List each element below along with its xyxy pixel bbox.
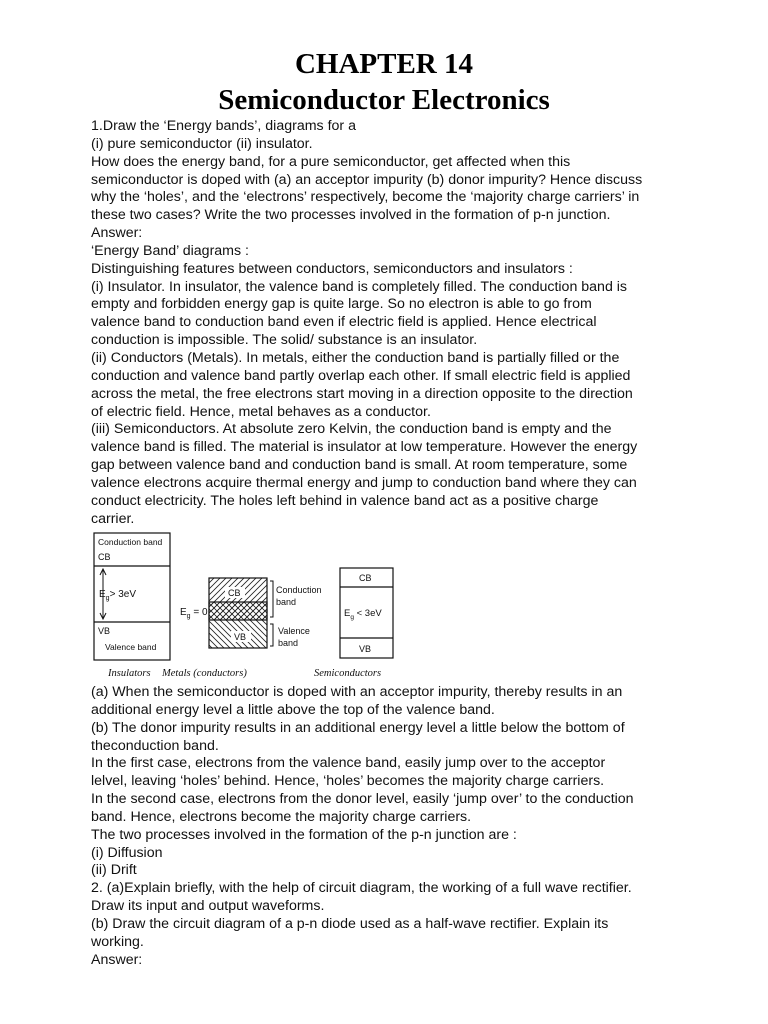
metal-gap-value: = 0 bbox=[190, 607, 208, 618]
text-line: In the second case, electrons from the donor level, easily ‘jump over’ to the conduction bbox=[91, 791, 634, 808]
semiconductor-gap-subscript: g bbox=[350, 614, 354, 621]
metal-vb-label: VB bbox=[234, 632, 247, 642]
semiconductor-cb-label: CB bbox=[359, 573, 372, 583]
insulator-diagram bbox=[94, 533, 170, 679]
text-line: valence electrons acquire thermal energy and jump to conduction band where they can bbox=[91, 474, 637, 491]
text-line: conduct electricity. The holes left behind in valence band act as a positive charge bbox=[91, 492, 599, 509]
text-line: (i) Diffusion bbox=[91, 844, 163, 861]
text-line: of electric field. Hence, metal behaves as a conductor. bbox=[91, 403, 431, 420]
text-line: Distinguishing features between conductors, semiconductors and insulators : bbox=[91, 260, 573, 277]
text-line: gap between valence band and conduction band is small. At room temperature, some bbox=[91, 457, 628, 474]
insulator-gap-value: > 3eV bbox=[109, 589, 136, 600]
energy-band-diagrams bbox=[88, 530, 408, 682]
insulator-gap-symbol: E bbox=[99, 589, 106, 600]
metal-valence-bracket bbox=[270, 624, 273, 646]
metal-gap-subscript: g bbox=[186, 613, 191, 620]
text-line: (i) pure semiconductor (ii) insulator. bbox=[91, 135, 313, 152]
insulator-cb-label: CB bbox=[98, 552, 111, 562]
insulator-conduction-band-label: Conduction band bbox=[98, 537, 163, 547]
text-line: (b) Draw the circuit diagram of a p-n diode used as a half-wave rectifier. Explain its bbox=[91, 915, 609, 932]
text-line: empty and forbidden energy gap is quite large. So no electron is able to go from bbox=[91, 296, 592, 313]
text-line: valence band is filled. The material is insulator at low temperature. However the energy bbox=[91, 439, 638, 456]
metal-overlap-region bbox=[209, 602, 267, 620]
text-line: (i) Insulator. In insulator, the valence band is completely filled. The conduction band is bbox=[91, 278, 628, 295]
semiconductor-caption: Semiconductors bbox=[314, 668, 382, 679]
text-line: across the metal, the free electrons start moving in a direction opposite to the direction bbox=[91, 385, 633, 402]
text-line: working. bbox=[91, 933, 144, 950]
text-line: How does the energy band, for a pure semiconductor, get affected when this bbox=[91, 153, 571, 170]
insulator-vb-label: VB bbox=[98, 626, 111, 636]
insulator-valence-band-label: Valence band bbox=[105, 642, 157, 652]
text-block-before-figure bbox=[91, 118, 691, 528]
text-line: conduction and valence band partly overlap each other. If small electric field is applied bbox=[91, 367, 631, 384]
text-line: 1.Draw the ‘Energy bands’, diagrams for a bbox=[91, 118, 356, 134]
text-line: theconduction band. bbox=[91, 737, 219, 754]
text-line: Draw its input and output waveforms. bbox=[91, 898, 325, 915]
chapter-heading: CHAPTER 14 bbox=[294, 48, 474, 80]
svg-text:Eg> 3eV bbox=[99, 589, 136, 602]
metal-valence-label-1: Valence bbox=[278, 626, 310, 636]
text-line: (iii) Semiconductors. At absolute zero Kelvin, the conduction band is empty and the bbox=[91, 421, 612, 438]
insulator-gap-subscript: g bbox=[105, 595, 110, 602]
text-line: why the ‘holes’, and the ‘electrons’ respectively, become the ‘majority charge carriers’ in bbox=[91, 189, 640, 206]
text-line: conduction is impossible. The solid/ substance is an insulator. bbox=[91, 332, 478, 349]
text-block-after-figure bbox=[91, 684, 691, 970]
text-line: Answer: bbox=[91, 225, 143, 242]
text-line: Answer: bbox=[91, 951, 143, 968]
text-line: (ii) Conductors (Metals). In metals, either the conduction band is partially filled or the bbox=[91, 349, 620, 366]
text-line: band. Hence, electrons become the majority charge carriers. bbox=[91, 808, 472, 825]
text-line: additional energy level a little above the top of the valence band. bbox=[91, 701, 495, 718]
text-line: carrier. bbox=[91, 510, 135, 527]
text-line: (ii) Drift bbox=[91, 862, 137, 879]
metal-conduction-label-1: Conduction bbox=[276, 585, 322, 595]
text-line: these two cases? Write the two processes involved in the formation of p-n junction. bbox=[91, 207, 611, 224]
semiconductor-gap-value: < 3eV bbox=[353, 608, 382, 619]
energy-band-diagrams-figure bbox=[88, 530, 408, 682]
semiconductor-vb-label: VB bbox=[359, 644, 372, 654]
text-line: 2. (a)Explain briefly, with the help of circuit diagram, the working of a full wave rectifier. bbox=[91, 880, 632, 897]
text-line: ‘Energy Band’ diagrams : bbox=[91, 242, 249, 259]
metal-conduction-label-2: band bbox=[276, 597, 297, 607]
text-line: semiconductor is doped with (a) an acceptor impurity (b) donor impurity? Hence discuss bbox=[91, 171, 643, 188]
metal-diagram bbox=[161, 578, 322, 679]
metal-caption: Metals (conductors) bbox=[162, 668, 247, 679]
insulator-caption: Insulators bbox=[108, 668, 151, 679]
metal-conduction-bracket bbox=[270, 581, 273, 617]
text-line: In the first case, electrons from the valence band, easily jump over to the acceptor bbox=[91, 755, 606, 772]
text-line: lelvel, leaving ‘holes’ behind. Hence, ‘holes’ becomes the majority charge carriers. bbox=[91, 773, 605, 790]
semiconductor-gap-symbol: E bbox=[344, 608, 351, 619]
text-line: valence band to conduction band even if electric field is applied. Hence electrical bbox=[91, 314, 597, 331]
metal-cb-label: CB bbox=[228, 588, 241, 598]
svg-text:Eg < 3eV bbox=[344, 608, 382, 621]
subject-heading: Semiconductor Electronics bbox=[218, 84, 550, 116]
metal-valence-label-2: band bbox=[278, 638, 299, 648]
text-line: The two processes involved in the formation of the p-n junction are : bbox=[91, 826, 517, 843]
metal-gap-symbol: E bbox=[180, 607, 187, 618]
svg-text:Eg = 0 bbox=[180, 607, 208, 620]
semiconductor-diagram bbox=[314, 568, 393, 679]
text-line: (b) The donor impurity results in an additional energy level a little below the bottom of bbox=[91, 719, 625, 736]
text-line: (a) When the semiconductor is doped with an acceptor impurity, thereby results in an bbox=[91, 684, 623, 700]
